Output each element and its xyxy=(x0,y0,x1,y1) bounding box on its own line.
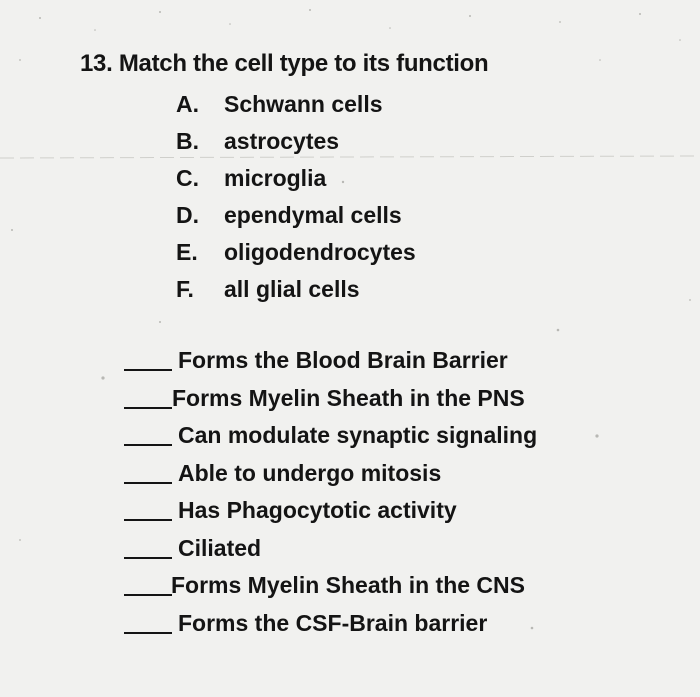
choice-letter: C. xyxy=(176,165,199,191)
answer-blank[interactable] xyxy=(124,444,172,446)
answer-blank[interactable] xyxy=(124,369,172,371)
question-title xyxy=(80,50,488,78)
function-text: Can modulate synaptic signaling xyxy=(178,422,538,448)
choice-letter: D. xyxy=(176,202,199,228)
question-number: 13. xyxy=(80,50,113,77)
choice-a xyxy=(176,86,416,123)
choice-b xyxy=(176,123,416,160)
function-text: Forms Myelin Sheath in the PNS xyxy=(172,384,525,411)
choice-letter: A. xyxy=(176,91,199,117)
function-text: Ciliated xyxy=(178,534,262,561)
answer-blank[interactable] xyxy=(124,407,172,409)
function-text: Able to undergo mitosis xyxy=(178,459,442,486)
function-text: Forms the CSF-Brain barrier xyxy=(178,609,488,636)
choice-text: Schwann cells xyxy=(224,91,383,117)
function-text: Has Phagocytotic activity xyxy=(178,497,457,523)
answer-choices-list xyxy=(176,86,416,308)
function-text: Forms Myelin Sheath in the CNS xyxy=(171,572,525,598)
choice-d xyxy=(176,197,416,234)
choice-letter: B. xyxy=(176,128,199,154)
answer-blank[interactable] xyxy=(124,519,172,521)
choice-letter: F. xyxy=(176,276,194,302)
answer-blank[interactable] xyxy=(124,482,172,484)
choice-e xyxy=(176,234,416,271)
choice-text: all glial cells xyxy=(224,276,360,302)
function-text: Forms the Blood Brain Barrier xyxy=(178,347,508,373)
question-prompt: Match the cell type to its function xyxy=(118,50,489,77)
choice-text: microglia xyxy=(224,165,327,191)
answer-blank[interactable] xyxy=(124,557,172,559)
answer-blank[interactable] xyxy=(124,632,172,634)
choice-letter: E. xyxy=(176,239,198,265)
choice-f xyxy=(176,271,416,308)
choice-text: astrocytes xyxy=(224,128,340,154)
choice-text: ependymal cells xyxy=(224,202,402,228)
choice-c xyxy=(176,160,416,197)
choice-text: oligodendrocytes xyxy=(224,239,416,265)
answer-blank[interactable] xyxy=(124,594,172,596)
